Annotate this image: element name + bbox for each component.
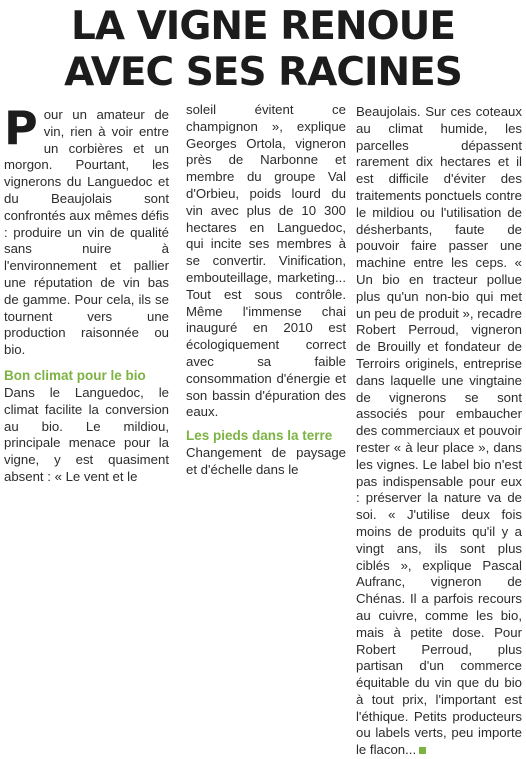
section-1-heading: Bon climat pour le bio — [4, 367, 146, 383]
section-1-continued: soleil évitent ce champignon », explique Georges Ortola, vigneron près de Narbonne et membre du groupe Val d'Orbieu, poids lourd du vin avec plus de 10 300 hectares en Languedoc, qui incite ses membres à se convertir. Vinification, embouteillage, marketing... Tout est sous contrôle. Même l'immense chai inauguré en 2010 est écologiquement correct avec sa faible consommation d'énergie et son bassin d'épuration des eaux. — [186, 102, 346, 420]
intro-text: our un amateur de vin, rien à voir entre un corbières et un morgon. Pourtant, les vignerons du Languedoc et du Beaujolais sont confrontés aux mêmes défis : produire un vin de qualité sans nuire à l'environnement et pallier une réputation de vin bas de gamme. Pour cela, ils se tournent vers une production raisonnée ou bio. — [4, 107, 169, 358]
headline — [0, 4, 526, 96]
section-2-continued: Beaujolais. Sur ces coteaux au climat humide, les parcelles dépassent rarement dix hectares et il est difficile d'éviter des traitements ponctuels contre le mildiou ou l'utilisation de désherbants, faute de pouvoir faire passer une machine entre les ceps. « Un bio en tracteur pollue plus qu'un non-bio qui met un peu de produit », recadre Robert Perroud, vigneron de Brouilly et fondateur de Terroirs originels, entreprise dans laquelle une vingtaine de vignerons se sont associés pour embaucher des commerciaux et pouvoir rester « à leur place », dans les vignes. Le label bio n'est pas indispensable pour eux : préserver la nature va de soi. « J'utilise deux fois moins de produits qu'il y a vingt ans, ils sont plus ciblés », explique Pascal Aufranc, vigneron de Chénas. Il a parfois recours au cuivre, comme les bio, mais à petite dose. Pour Robert Perroud, plus partisan d'un commerce équitable du vin que du bio à tout prix, l'important est l'éthique. Petits producteurs ou labels verts, peu importe le flacon... — [356, 104, 522, 758]
section-2-body: Changement de paysage et d'échelle dans le — [186, 445, 346, 477]
intro-paragraph — [4, 101, 169, 359]
column-1 — [4, 101, 169, 486]
section-1-text: Dans le Languedoc, le climat facilite la conversion au bio. Le mildiou, principale menace pour la vigne, y est quasiment absent : « Le vent et le — [4, 384, 169, 484]
headline-line-2: AVEC SES RACINES — [64, 50, 462, 95]
section-1-body — [4, 385, 169, 486]
end-mark-icon — [419, 747, 426, 754]
column-3 — [356, 104, 522, 759]
section-2-heading: Les pieds dans la terre — [186, 428, 333, 444]
drop-cap: P — [4, 101, 38, 155]
headline-line-1: LA VIGNE RENOUE — [71, 4, 455, 49]
column-2 — [186, 102, 346, 479]
